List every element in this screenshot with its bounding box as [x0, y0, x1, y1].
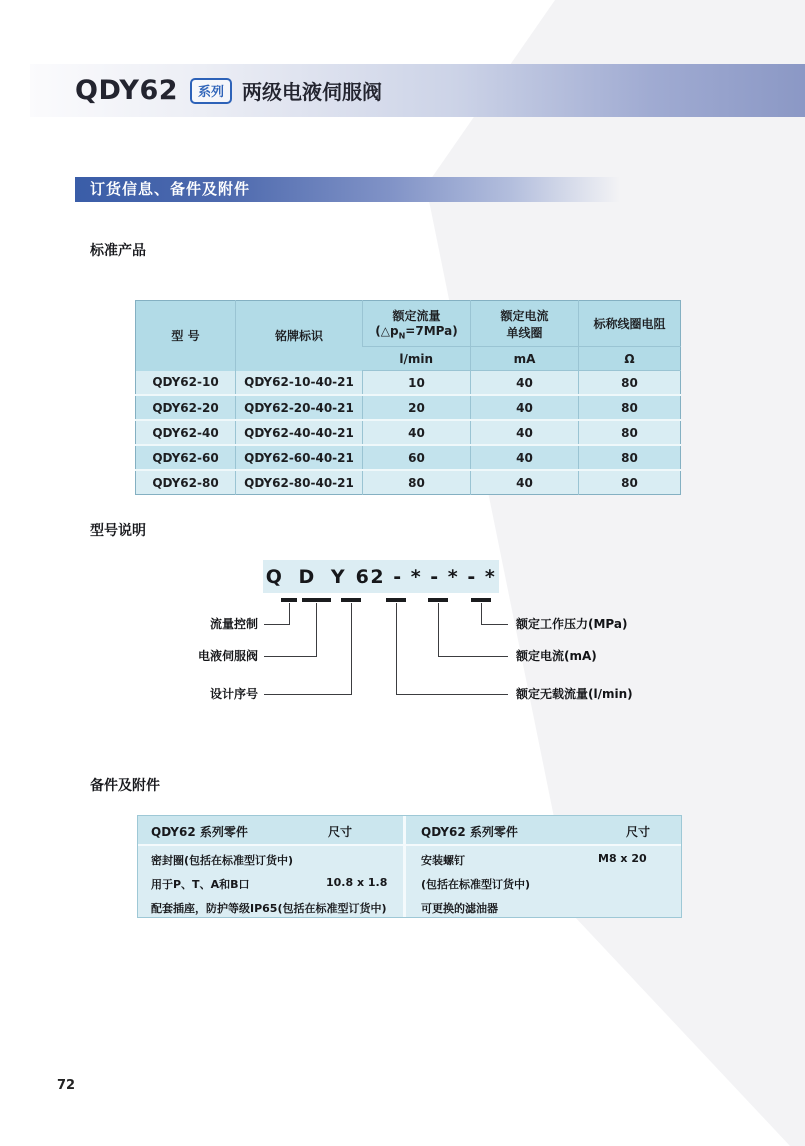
- code-tick-5: [428, 598, 448, 602]
- page-header-band: [30, 64, 805, 117]
- code-tick-4: [386, 598, 406, 602]
- cell-current: 40: [471, 395, 579, 420]
- cell-flow: 60: [363, 445, 471, 470]
- cell-nameplate: QDY62-60-40-21: [236, 445, 363, 470]
- section-bar: [75, 177, 620, 202]
- cell-nameplate: QDY62-10-40-21: [236, 371, 363, 396]
- label-servo-valve: 电液伺服阀: [197, 649, 258, 663]
- spares-item: 配套插座，防护等级IP65(包括在标准型订货中): [151, 902, 387, 915]
- label-flow-control: 流量控制: [209, 617, 258, 631]
- spares-left-header-name: QDY62 系列零件: [151, 825, 248, 839]
- leader-line-vertical: [316, 603, 317, 657]
- rated-current-label: 额定电流: [500, 308, 549, 323]
- cell-resistance: 80: [579, 420, 681, 445]
- code-tick-1: [281, 598, 297, 602]
- spares-item: 密封圈(包括在标准型订货中): [151, 854, 294, 867]
- section-bar-title: 订货信息、备件及附件: [90, 180, 251, 198]
- cell-resistance: 80: [579, 445, 681, 470]
- cell-flow: 10: [363, 371, 471, 396]
- spares-heading: 备件及附件: [90, 778, 160, 794]
- leader-line-horizontal: [481, 624, 508, 625]
- cell-resistance: 80: [579, 395, 681, 420]
- unit-flow: l/min: [363, 347, 471, 371]
- unit-resistance: Ω: [579, 347, 681, 371]
- label-rated-current: 额定电流(mA): [516, 649, 597, 663]
- col-header-coil-resistance: 标称线圈电阻: [579, 301, 681, 347]
- unit-current: mA: [471, 347, 579, 371]
- spares-item: (包括在标准型订货中): [421, 878, 531, 891]
- standard-products-table: [135, 300, 681, 495]
- col-header-rated-flow: [363, 301, 471, 347]
- page-number: 72: [57, 1078, 76, 1093]
- code-tick-6: [471, 598, 491, 602]
- spares-item-size: 10.8 x 1.8: [326, 876, 388, 889]
- spares-item-size: M8 x 20: [598, 852, 647, 865]
- product-model-title: QDY62: [75, 75, 179, 106]
- leader-line-horizontal: [396, 694, 508, 695]
- col-header-nameplate: 铭牌标识: [236, 301, 363, 371]
- model-code-pattern: 62 - * - * - *: [355, 565, 497, 588]
- leader-line-horizontal: [264, 694, 351, 695]
- label-rated-noload-flow: 额定无载流量(l/min): [516, 687, 633, 701]
- spares-item: 安装螺钉: [421, 854, 465, 867]
- spares-left-header-size: 尺寸: [328, 825, 353, 839]
- standard-products-heading: 标准产品: [90, 243, 146, 259]
- cell-model: QDY62-60: [136, 445, 236, 470]
- table-row: [136, 371, 681, 396]
- spares-right-header-size: 尺寸: [626, 825, 651, 839]
- leader-line-vertical: [289, 603, 290, 625]
- product-name-title: 两级电液伺服阀: [242, 80, 383, 104]
- series-badge: 系列: [190, 78, 232, 104]
- spares-right-header-name: QDY62 系列零件: [421, 825, 518, 839]
- table-row: [136, 470, 681, 495]
- table-header-row: [136, 301, 681, 347]
- cell-nameplate: QDY62-40-40-21: [236, 420, 363, 445]
- spares-table: [137, 815, 682, 918]
- cell-model: QDY62-20: [136, 395, 236, 420]
- leader-line-horizontal: [438, 656, 508, 657]
- table-row: [136, 445, 681, 470]
- cell-current: 40: [471, 371, 579, 396]
- cell-nameplate: QDY62-80-40-21: [236, 470, 363, 495]
- model-code-box: [263, 560, 499, 593]
- single-coil-label: 单线圈: [506, 325, 543, 340]
- model-code-heading: 型号说明: [90, 523, 146, 539]
- cell-flow: 40: [363, 420, 471, 445]
- cell-flow: 80: [363, 470, 471, 495]
- cell-model: QDY62-10: [136, 371, 236, 396]
- cell-resistance: 80: [579, 470, 681, 495]
- leader-line-vertical: [351, 603, 352, 695]
- cell-resistance: 80: [579, 371, 681, 396]
- code-tick-2: [302, 598, 331, 602]
- table-row: [136, 420, 681, 445]
- code-tick-3: [341, 598, 361, 602]
- leader-line-vertical: [481, 603, 482, 625]
- cell-model: QDY62-80: [136, 470, 236, 495]
- cell-nameplate: QDY62-20-40-21: [236, 395, 363, 420]
- flow-condition-prefix: (△p: [375, 323, 399, 338]
- leader-line-horizontal: [264, 656, 316, 657]
- cell-model: QDY62-40: [136, 420, 236, 445]
- label-rated-pressure: 额定工作压力(MPa): [516, 617, 628, 631]
- table-row: [136, 395, 681, 420]
- flow-condition-suffix: =7MPa): [405, 323, 458, 338]
- cell-current: 40: [471, 470, 579, 495]
- col-header-model: 型 号: [136, 301, 236, 371]
- cell-current: 40: [471, 420, 579, 445]
- spares-item: 可更换的滤油器: [421, 902, 498, 915]
- rated-flow-label: 额定流量: [392, 308, 441, 323]
- cell-flow: 20: [363, 395, 471, 420]
- cell-current: 40: [471, 445, 579, 470]
- leader-line-vertical: [396, 603, 397, 695]
- leader-line-horizontal: [264, 624, 289, 625]
- model-code-prefix: Q D Y: [265, 565, 350, 588]
- spares-table-divider: [403, 816, 406, 917]
- flow-condition-sub: N: [398, 331, 406, 341]
- leader-line-vertical: [438, 603, 439, 657]
- col-header-rated-current: [471, 301, 579, 347]
- spares-item: 用于P、T、A和B口: [151, 878, 250, 891]
- label-design-series: 设计序号: [209, 687, 258, 701]
